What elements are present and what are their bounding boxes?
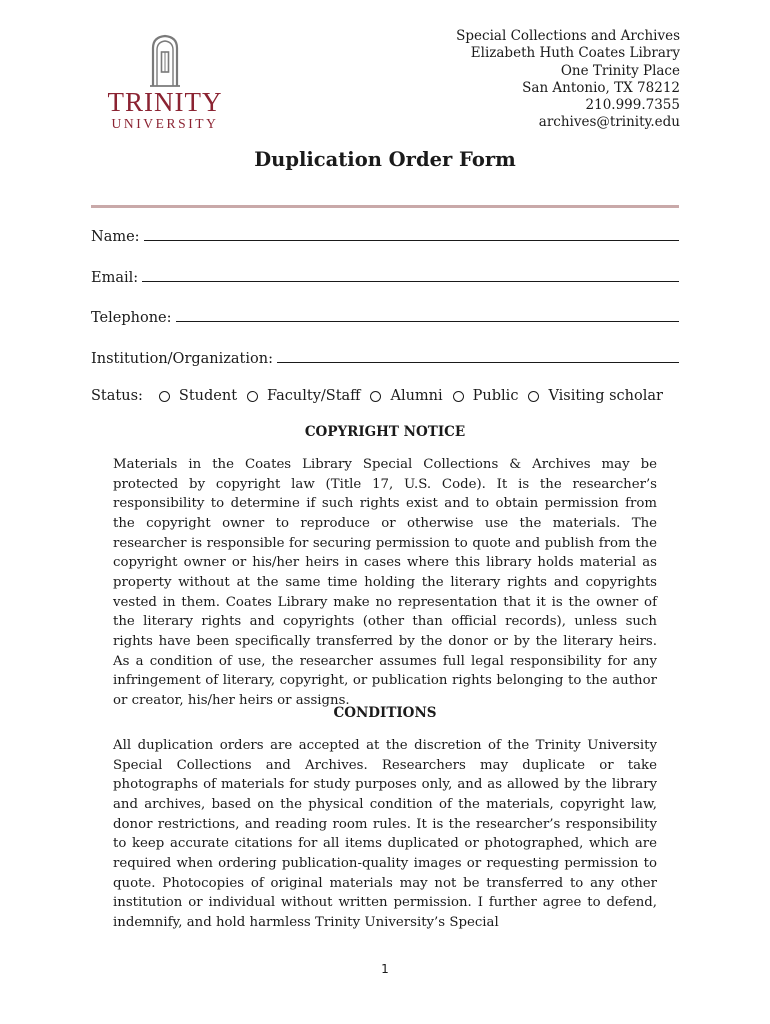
copyright-paragraph: Materials in the Coates Library Special Collections & Archives may be protected by copyright law (Title 17, U.S. Code). It is the researcher’s responsibility to determine if such rights exist and to obtain permission from the copyright owner to reproduce or otherwise use the materials. The researcher is responsible for securing permission to quote and publish from the copyright owner or his/her heirs in cases where this library holds material as property without at the same time holding the literary rights and copyrights vested in them. Coates Library make no representation that it is the owner of the literary rights and copyrights (other than official records), unless such rights have been specifically transferred by the donor or by the literary heirs. As a condition of use, the researcher assumes full legal responsibility for any infringement of literary, copyright, or publication rights belonging to the author or creator, his/her heirs or assigns. (113, 457, 657, 708)
institution-label: Institution/Organization: (91, 351, 273, 367)
radio-button-icon[interactable] (370, 391, 381, 402)
address-line: One Trinity Place (560, 62, 680, 79)
conditions-heading: CONDITIONS (333, 705, 437, 721)
status-label: Status: (91, 388, 143, 404)
radio-button-icon[interactable] (247, 391, 258, 402)
status-option-visiting-scholar[interactable] (528, 388, 662, 404)
status-option-label: Alumni (390, 388, 443, 404)
telephone-field (91, 307, 679, 326)
telephone-input-line[interactable] (176, 307, 679, 322)
institution-input-line[interactable] (277, 348, 679, 363)
status-option-faculty-staff[interactable] (247, 388, 360, 404)
name-label: Name: (91, 229, 140, 245)
address-phone: 210.999.7355 (585, 97, 680, 114)
conditions-paragraph: All duplication orders are accepted at the discretion of the Trinity University Special Collections and Archives. Researchers may duplicate or take photographs of materials for study purposes only, and as allowed by the library and archives, based on the physical condition of the materials, copyright law, donor restrictions, and reading room rules. It is the researcher’s responsibility to keep accurate citations for all items duplicated or photographed, which are required when ordering publication-quality images or requesting permission to quote. Photocopies of original materials may not be transferred to any other institution or individual without written permission. I further agree to defend, indemnify, and hold harmless Trinity University’s Special (113, 738, 657, 930)
status-option-label: Faculty/Staff (267, 388, 361, 404)
address-line: Elizabeth Huth Coates Library (470, 45, 680, 62)
address-line: Special Collections and Archives (456, 28, 680, 44)
address-email: archives@trinity.edu (538, 114, 680, 131)
institution-field (91, 348, 679, 367)
name-input-line[interactable] (144, 226, 679, 241)
library-address (456, 28, 680, 132)
status-option-label: Student (178, 388, 238, 404)
status-option-label: Public (472, 388, 519, 404)
status-option-label: Visiting scholar (548, 388, 663, 404)
radio-button-icon[interactable] (453, 391, 464, 402)
status-option-public[interactable] (453, 388, 519, 404)
logo-wordmark: TRINITY (107, 87, 223, 117)
email-input-line[interactable] (142, 267, 679, 282)
email-label: Email: (91, 270, 139, 286)
trinity-university-logo (95, 32, 235, 132)
status-option-alumni[interactable] (370, 388, 442, 404)
copyright-heading: COPYRIGHT NOTICE (304, 424, 466, 440)
logo-subword: UNIVERSITY (111, 116, 219, 131)
radio-button-icon[interactable] (528, 391, 539, 402)
status-radio-group (91, 388, 691, 404)
title-divider (91, 205, 679, 208)
tower-emblem-icon (145, 34, 185, 88)
status-option-student[interactable] (159, 388, 237, 404)
page-number: 1 (381, 962, 389, 976)
radio-button-icon[interactable] (159, 391, 170, 402)
form-title: Duplication Order Form (254, 148, 516, 171)
email-field (91, 267, 679, 286)
address-line: San Antonio, TX 78212 (522, 79, 680, 96)
name-field (91, 226, 679, 245)
telephone-label: Telephone: (91, 310, 172, 326)
